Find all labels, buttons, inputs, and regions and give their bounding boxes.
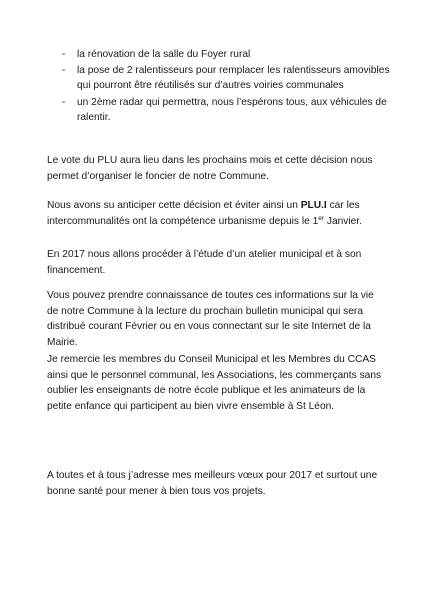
- bullet-marker: -: [62, 65, 66, 77]
- paragraph-info: Vous pouvez prendre connaissance de toutes ces informations sur la vie de notre Commune à la lecture du prochain bulletin municipal qui sera distribué courant Février ou en vous connectant sur le site Internet de la Mairie.: [47, 290, 374, 348]
- list-item: [62, 47, 392, 62]
- paragraph-thanks: Je remercie les membres du Conseil Municipal et les Membres du CCAS ainsi que le personnel communal, les Associations, les commerçants sans oublier les enseignants de notre école publique et les animateurs de la petite enfance qui participent au bien vivre ensemble à St Léon.: [47, 354, 382, 412]
- paragraph-plu-vote: Le vote du PLU aura lieu dans les prochains mois et cette décision nous permet d’organiser le foncier de notre Commune.: [47, 155, 373, 182]
- bullet-text: la rénovation de la salle du Foyer rural: [77, 49, 251, 60]
- bullet-marker: -: [62, 96, 66, 108]
- list-item: [62, 63, 392, 93]
- plui-term: PLU.I: [300, 200, 327, 211]
- paragraph-workshop: En 2017 nous allons procéder à l’étude d’un atelier municipal et à son financement.: [47, 249, 362, 276]
- list-item: [62, 95, 392, 125]
- ordinal-suffix: er: [318, 214, 325, 222]
- paragraph-anticipate: [47, 198, 387, 229]
- bullet-text: un 2ème radar qui permettra, nous l’espérons tous, aux véhicules de ralentir.: [77, 96, 387, 123]
- anticipate-text-start: Nous avons su anticiper cette décision et éviter ainsi un: [47, 200, 301, 211]
- paragraph-wishes: A toutes et à tous j’adresse mes meilleurs vœux pour 2017 et surtout une bonne santé pour mener à bien tous vos projets.: [47, 470, 378, 497]
- bullet-list: [62, 47, 392, 126]
- bullet-marker: -: [62, 49, 66, 60]
- anticipate-text-middle: car les intercommunalités ont la compétence urbanisme depuis le 1: [47, 200, 360, 227]
- anticipate-text-end: Janvier.: [324, 215, 362, 227]
- bullet-text: la pose de 2 ralentisseurs pour remplacer les ralentisseurs amovibles qui pourront être réutilisés sur d’autres voiries communales: [77, 65, 390, 92]
